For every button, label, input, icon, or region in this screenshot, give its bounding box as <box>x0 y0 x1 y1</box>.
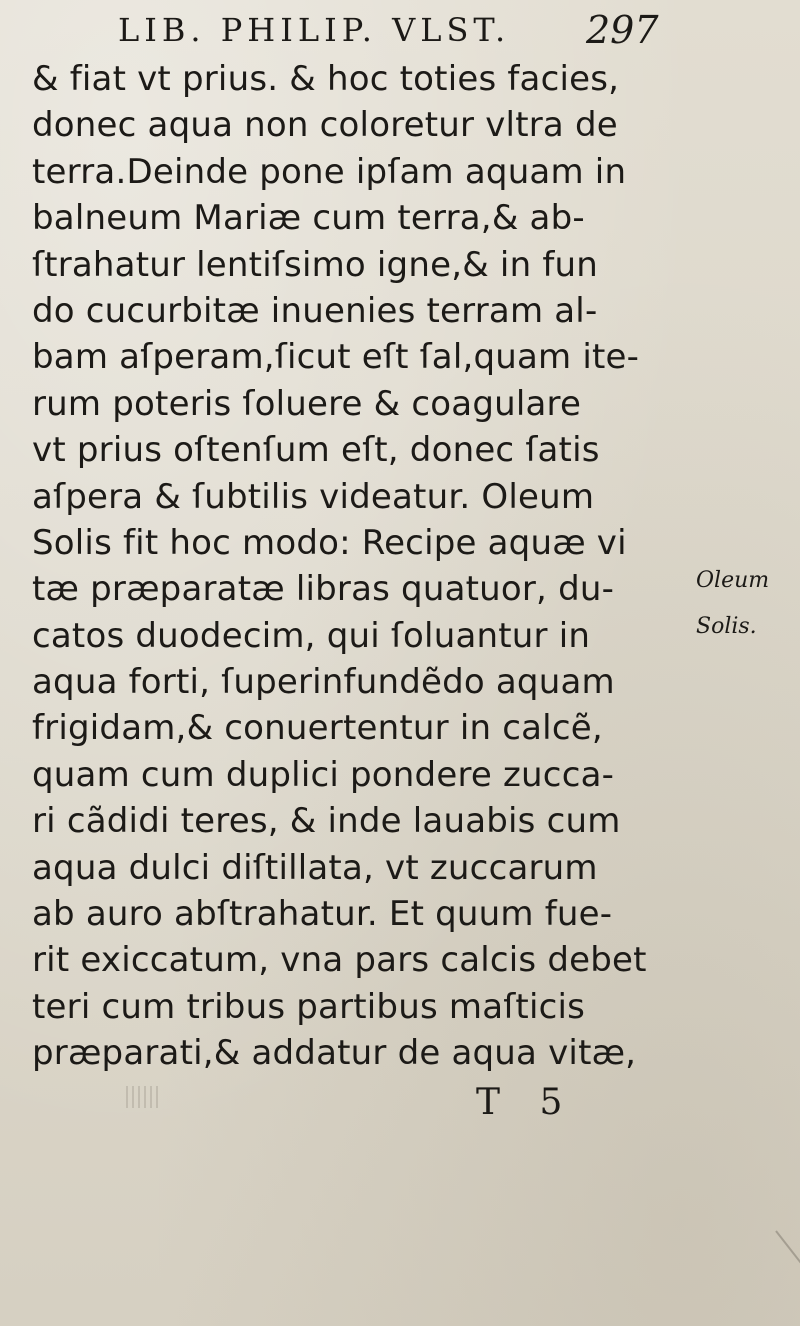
show-through-smudge <box>126 1086 160 1108</box>
paper-crease <box>775 1230 800 1279</box>
text-line: teri cum tribus partibus maſticis <box>32 986 586 1027</box>
text-line: donec aqua non coloretur vltra de <box>32 105 618 146</box>
text-line: quam cum duplici pondere zucca- <box>32 754 615 795</box>
marginal-note-line: Solis. <box>696 614 757 639</box>
text-line: præparati,& addatur de aqua vitæ, <box>32 1033 637 1074</box>
text-line: rum poteris ſoluere & coagulare <box>32 383 582 424</box>
text-line: aſpera & ſubtilis videatur. Oleum <box>32 476 595 517</box>
text-line: tæ præparatæ libras quatuor, du- <box>32 569 615 610</box>
running-head: LIB. PHILIP. VLST. <box>118 11 511 49</box>
text-line: ab auro abſtrahatur. Et quum fue- <box>32 894 613 935</box>
marginal-note-line: Oleum <box>696 568 770 593</box>
text-line: aqua forti, ſuperinfundẽdo aquam <box>32 662 615 703</box>
text-line: Solis fit hoc modo: Recipe aquæ vi <box>32 522 627 563</box>
text-line: aqua dulci diſtillata, vt zuccarum <box>32 847 598 888</box>
signature-mark: T 5 <box>476 1082 577 1123</box>
text-line: vt prius oſtenſum eſt, donec ſatis <box>32 430 600 471</box>
text-line: ri cãdidi teres, & inde lauabis cum <box>32 801 621 842</box>
text-line: bam aſperam,ſicut eſt ſal,quam ite- <box>32 337 640 378</box>
text-line: ſtrahatur lentiſsimo igne,& in fun <box>32 244 599 285</box>
text-line: frigidam,& conuertentur in calcẽ, <box>32 708 603 749</box>
text-line: terra.Deinde pone ipſam aquam in <box>32 151 627 192</box>
text-line: balneum Mariæ cum terra,& ab- <box>32 198 585 239</box>
text-line: catos duodecim, qui ſoluantur in <box>32 615 591 656</box>
text-line: do cucurbitæ inuenies terram al- <box>32 290 598 331</box>
marginal-note <box>696 558 796 650</box>
text-line: & fiat vt prius. & hoc toties facies, <box>32 59 620 99</box>
text-line: rit exiccatum, vna pars calcis debet <box>32 940 647 981</box>
main-text-block <box>32 56 682 1077</box>
page-number: 297 <box>586 8 659 52</box>
page-header <box>118 8 718 52</box>
